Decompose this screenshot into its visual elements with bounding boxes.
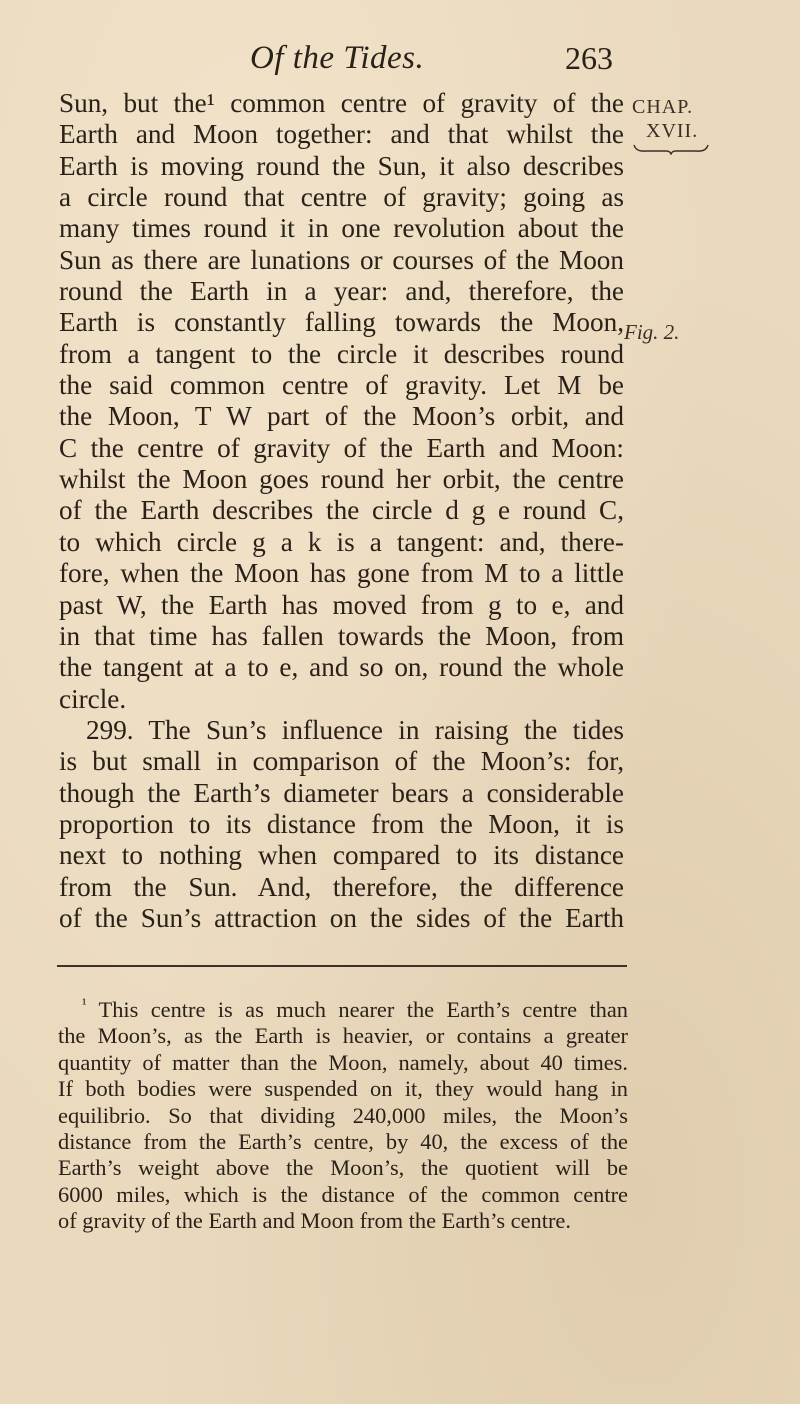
text-line: fore, when the Moon has gone from M to a little <box>59 558 624 589</box>
page-number: 263 <box>565 40 613 76</box>
footnote-line: quantity of matter than the Moon, namely, about 40 times. <box>58 1049 628 1075</box>
text-line: of the Sun’s attraction on the sides of the Earth <box>59 902 624 933</box>
running-title: Of the Tides. <box>250 40 425 76</box>
text-line: Earth is moving round the Sun, it also describes <box>59 150 624 181</box>
text-line: of the Earth describes the circle d g e round C, <box>59 495 624 526</box>
footnote-line: 6000 miles, which is the distance of the common centre <box>58 1181 628 1207</box>
body-text <box>59 88 624 934</box>
chapter-number: XVII. <box>646 120 699 142</box>
footnote-line: If both bodies were suspended on it, they would hang in <box>58 1076 628 1102</box>
text-line: circle. <box>59 683 127 714</box>
footnote-line: the Moon’s, as the Earth is heavier, or contains a greater <box>58 1023 628 1049</box>
text-line: in that time has fallen towards the Moon, from <box>59 620 624 651</box>
text-line: is but small in comparison of the Moon’s: for, <box>59 746 624 777</box>
footnote-line <box>58 997 628 1023</box>
text-line: whilst the Moon goes round her orbit, the centre <box>59 464 624 495</box>
text-line: from a tangent to the circle it describes round <box>59 338 624 369</box>
footnote-rule <box>57 965 627 967</box>
text-line: Sun, but the¹ common centre of gravity of the <box>59 88 624 118</box>
text-line: from the Sun. And, therefore, the difference <box>59 871 624 902</box>
paragraph-299-start: 299. The Sun’s influence in raising the tides <box>86 714 624 745</box>
footnote-line: Earth’s weight above the Moon’s, the quotient will be <box>58 1155 628 1181</box>
brace-icon <box>632 143 710 155</box>
text-line: the Moon, T W part of the Moon’s orbit, and <box>59 401 624 432</box>
text-line: C the centre of gravity of the Earth and Moon: <box>59 432 624 463</box>
text-line: though the Earth’s diameter bears a considerable <box>59 777 624 808</box>
footnote <box>58 997 628 1235</box>
text-line: to which circle g a k is a tangent: and, there- <box>59 526 624 557</box>
footnote-text: This centre is as much nearer the Earth’s centre than <box>98 997 628 1022</box>
footnote-line: equilibrio. So that dividing 240,000 miles, the Moon’s <box>58 1102 628 1128</box>
text-line: Earth is constantly falling towards the Moon, <box>59 307 624 338</box>
footnote-line: of gravity of the Earth and Moon from the Earth’s centre. <box>58 1208 571 1234</box>
text-line: round the Earth in a year: and, therefore, the <box>59 276 624 307</box>
chapter-label: CHAP. <box>632 96 694 118</box>
text-line: Earth and Moon together: and that whilst the <box>59 119 624 150</box>
text-line: Sun as there are lunations or courses of the Moon <box>59 244 624 275</box>
footnote-line: distance from the Earth’s centre, by 40, the excess of the <box>58 1129 628 1155</box>
text-line: a circle round that centre of gravity; going as <box>59 182 624 213</box>
text-line: the said common centre of gravity. Let M be <box>59 370 624 401</box>
figure-note: Fig. 2. <box>624 320 680 344</box>
text-line: the tangent at a to e, and so on, round the whole <box>59 652 624 683</box>
text-line: proportion to its distance from the Moon, it is <box>59 808 624 839</box>
text-line: many times round it in one revolution about the <box>59 213 624 244</box>
text-line: past W, the Earth has moved from g to e, and <box>59 589 624 620</box>
text-line: next to nothing when compared to its distance <box>59 840 624 871</box>
page-header <box>0 40 800 90</box>
footnote-marker: ¹ <box>82 996 87 1013</box>
